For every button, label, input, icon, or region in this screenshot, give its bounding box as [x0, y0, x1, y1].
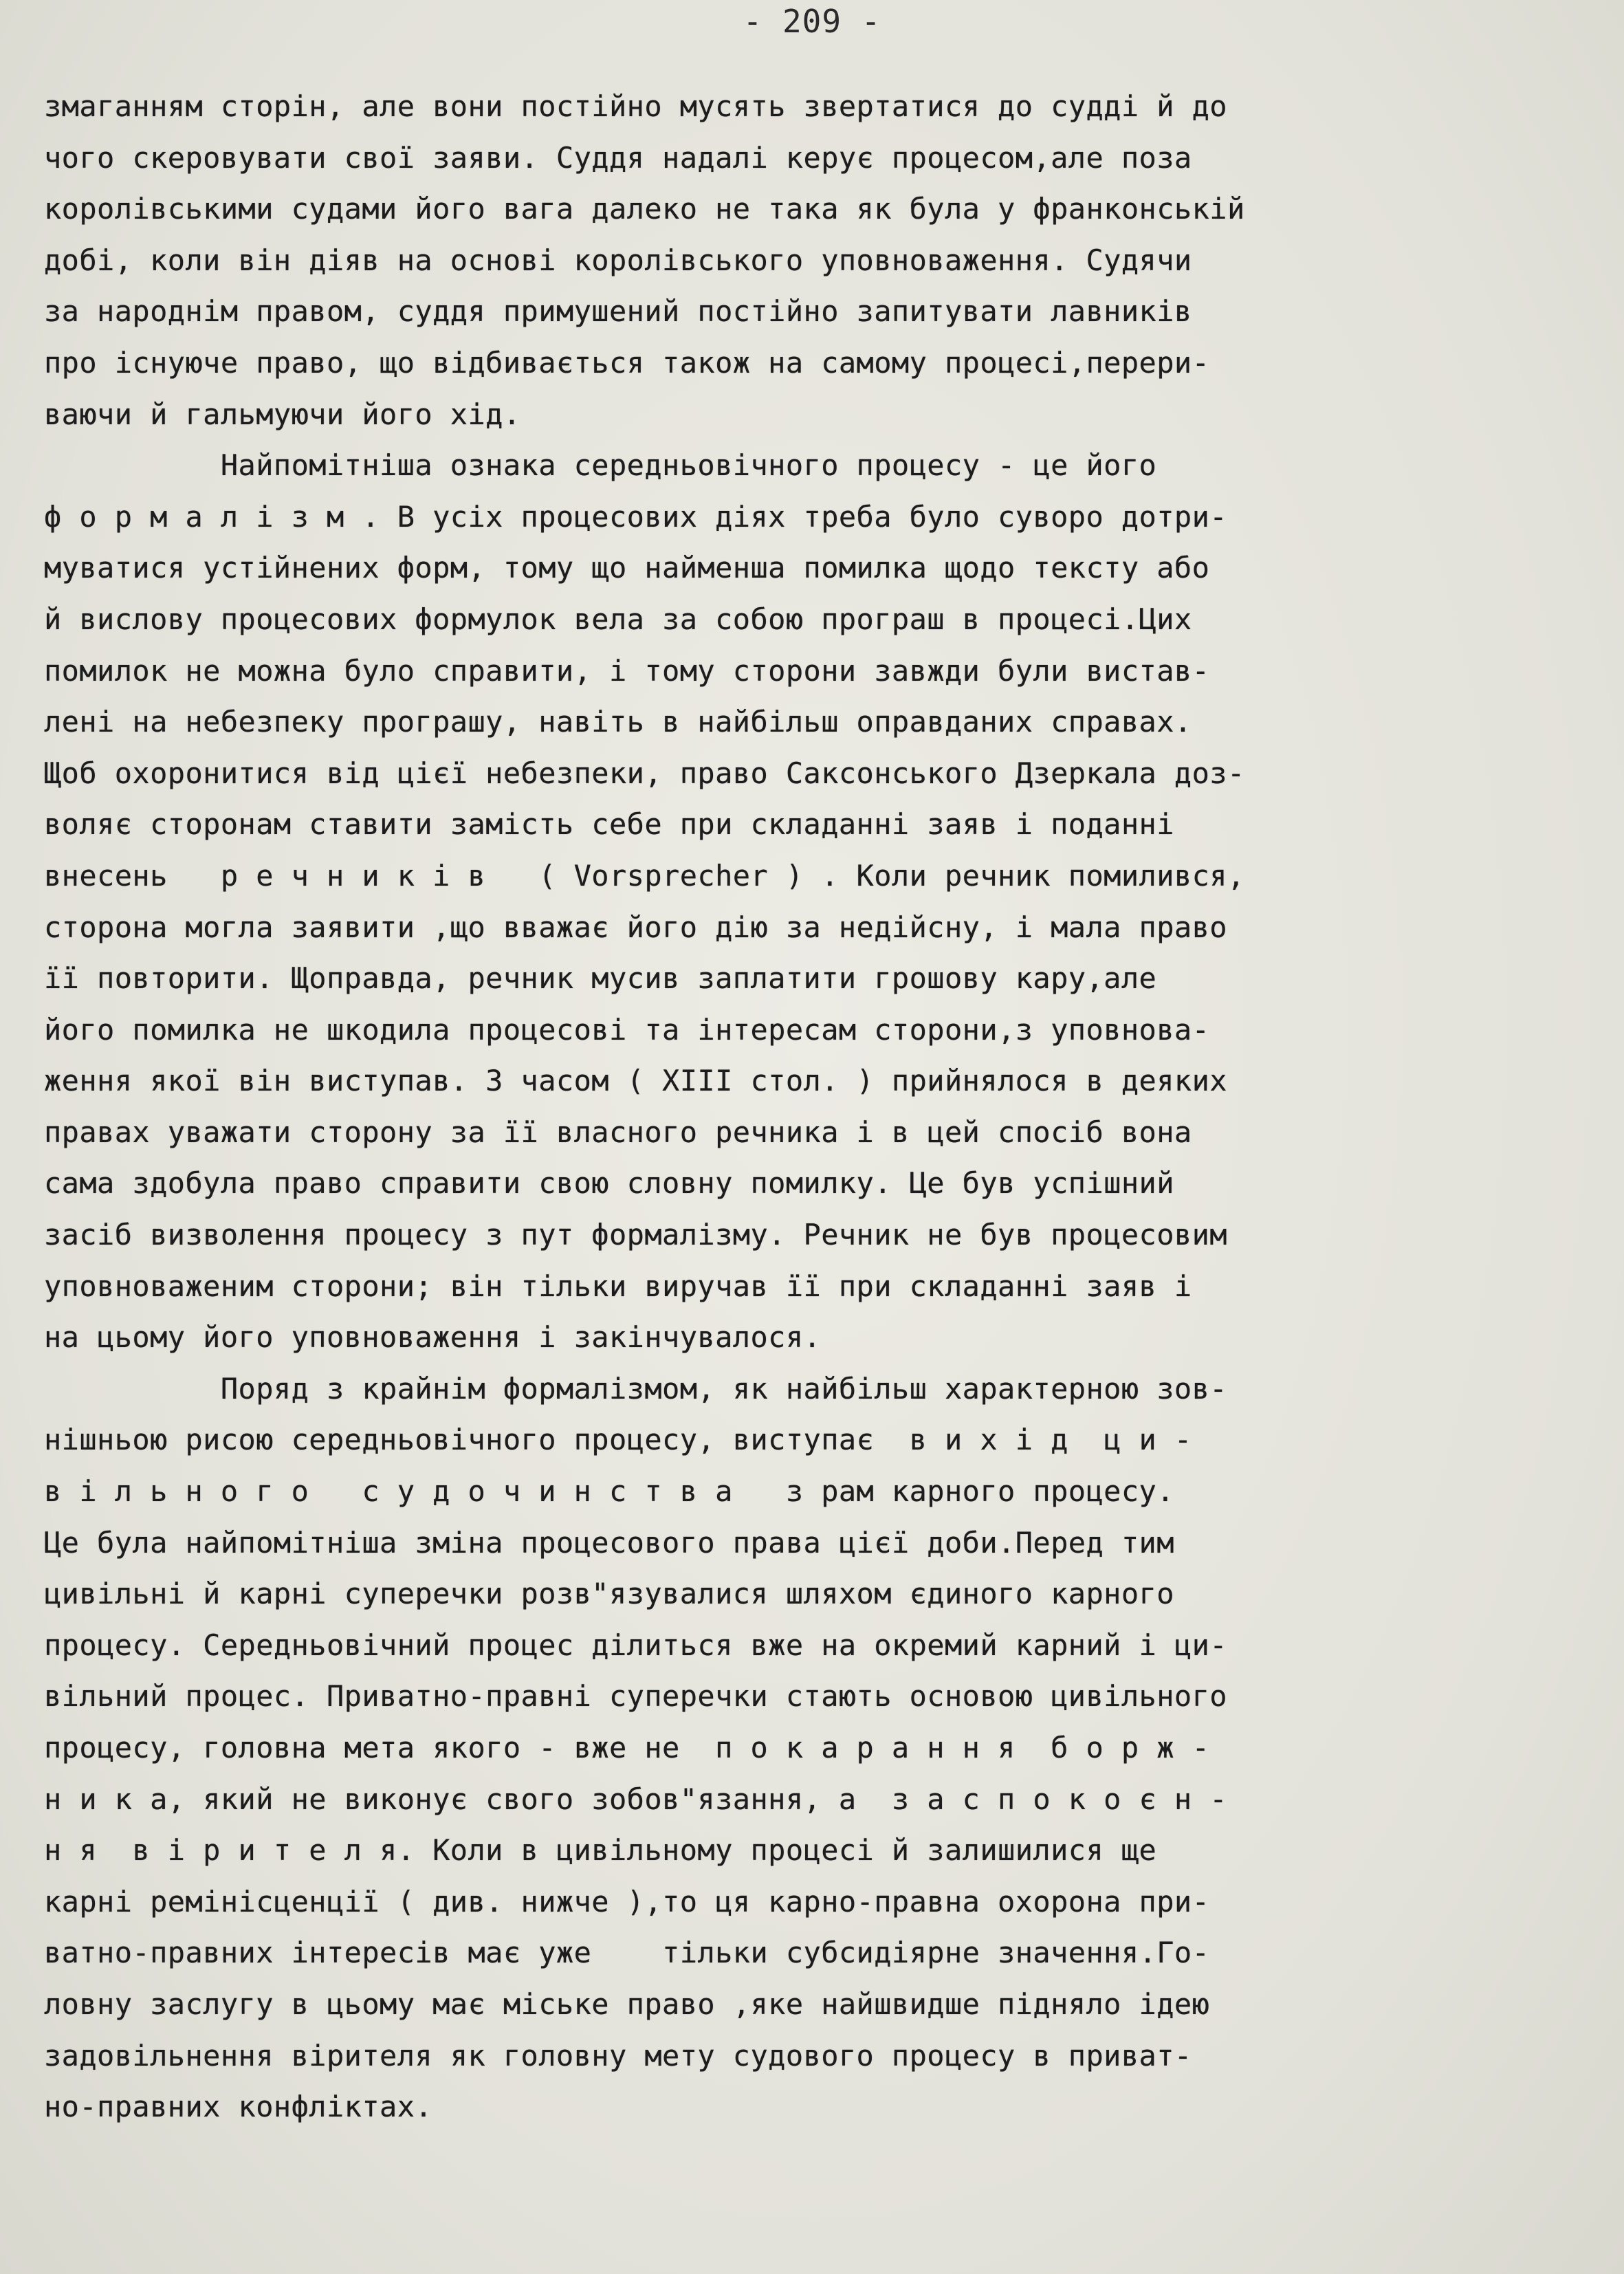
- text-line: муватися устійнених форм, тому що найменша помилка щодо тексту або: [44, 551, 1210, 585]
- text-line: цивільні й карні суперечки розв"язувалися шляхом єдиного карного: [44, 1577, 1174, 1611]
- text-line: лені на небезпеку програшу, навіть в найбільш оправданих справах.: [44, 705, 1192, 739]
- text-line: сторона могла заявити ,що вважає його дію за недійсну, і мала право: [44, 910, 1227, 944]
- text-line: чого скеровувати свої заяви. Суддя надалі керує процесом,але поза: [44, 140, 1192, 175]
- text-line: за народнім правом, суддя примушений постійно запитувати лавників: [44, 294, 1192, 329]
- text-line: ловну заслугу в цьому має міське право ,яке найшвидше підняло ідею: [44, 1987, 1210, 2021]
- text-line: нішньою рисою середньовічного процесу, виступає в и х і д ц и -: [44, 1423, 1192, 1457]
- text-line: Це була найпомітніша зміна процесового права цієї доби.Перед тим: [44, 1525, 1174, 1560]
- text-line: її повторити. Щоправда, речник мусив заплатити грошову кару,але: [44, 961, 1157, 996]
- text-line: ваючи й гальмуючи його хід.: [44, 397, 521, 431]
- text-line: Щоб охоронитися від цієї небезпеки, право Саксонського Дзеркала доз-: [44, 756, 1245, 790]
- text-line: н я в і р и т е л я. Коли в цивільному процесі й залишилися ще: [44, 1833, 1157, 1868]
- text-line: уповноваженим сторони; він тільки виручав її при складанні заяв і: [44, 1269, 1192, 1303]
- text-line: вільний процес. Приватно-правні суперечки стають основою цивільного: [44, 1679, 1227, 1714]
- text-line: задовільнення вірителя як головну мету судового процесу в приват-: [44, 2038, 1192, 2073]
- text-line: королівськими судами його вага далеко не така як була у франконській: [44, 192, 1245, 226]
- text-line: добі, коли він діяв на основі королівського уповноваження. Судячи: [44, 243, 1192, 277]
- body-text: [44, 81, 1584, 2133]
- text-line: ф о р м а л і з м . В усіх процесових діях треба було суворо дотри-: [44, 499, 1227, 534]
- text-line: його помилка не шкодила процесові та інтересам сторони,з уповнова-: [44, 1012, 1210, 1047]
- text-line: змаганням сторін, але вони постійно мусять звертатися до судді й до: [44, 89, 1227, 123]
- text-line: карні ремінісценції ( див. нижче ),то ця карно-правна охорона при-: [44, 1884, 1210, 1918]
- text-line: й вислову процесових формулок вела за собою програш в процесі.Цих: [44, 602, 1192, 636]
- page-number: - 209 -: [743, 3, 881, 40]
- text-line: на цьому його уповноваження і закінчувалося.: [44, 1320, 822, 1355]
- text-line: ження якої він виступав. З часом ( XIII стол. ) прийнялося в деяких: [44, 1064, 1227, 1098]
- text-line: в і л ь н о г о с у д о ч и н с т в а з рам карного процесу.: [44, 1474, 1174, 1509]
- text-line: про існуюче право, що відбивається також на самому процесі,перери-: [44, 345, 1210, 380]
- text-line: сама здобула право справити свою словну помилку. Це був успішний: [44, 1166, 1174, 1201]
- text-line: Поряд з крайнім формалізмом, як найбільш характерною зов-: [44, 1371, 1227, 1406]
- text-line: н и к а, який не виконує свого зобов"язання, а з а с п о к о є н -: [44, 1782, 1227, 1816]
- text-line: но-правних конфліктах.: [44, 2090, 433, 2124]
- text-line: воляє сторонам ставити замість себе при складанні заяв і поданні: [44, 807, 1174, 842]
- text-line: ватно-правних інтересів має уже тільки субсидіярне значення.Го-: [44, 1936, 1210, 1970]
- text-line: Найпомітніша ознака середньовічного процесу - це його: [44, 448, 1157, 483]
- text-line: засіб визволення процесу з пут формалізму. Речник не був процесовим: [44, 1218, 1227, 1252]
- text-line: процесу. Середньовічний процес ділиться вже на окремий карний і ци-: [44, 1628, 1227, 1662]
- text-line: правах уважати сторону за її власного речника і в цей спосіб вона: [44, 1115, 1192, 1149]
- text-line: помилок не можна було справити, і тому сторони завжди були вистав-: [44, 653, 1210, 688]
- text-line: процесу, головна мета якого - вже не п о к а р а н н я б о р ж -: [44, 1731, 1210, 1764]
- text-line: внесень р е ч н и к і в ( Vorsprecher ) . Коли речник помилився,: [44, 858, 1245, 893]
